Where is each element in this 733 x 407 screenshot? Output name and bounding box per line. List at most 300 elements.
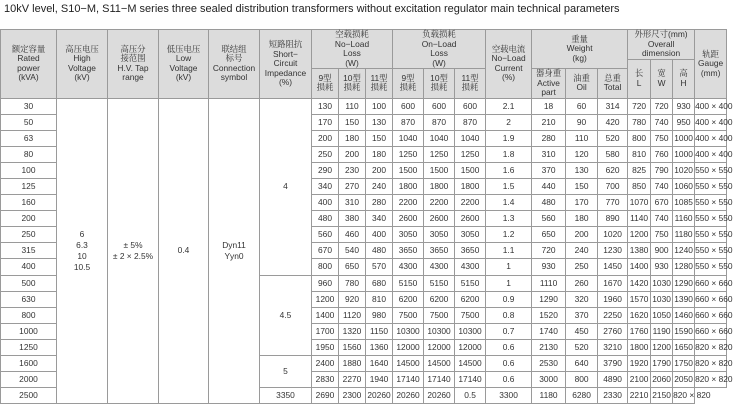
cell-no-load-type11: 240 — [366, 178, 393, 194]
cell-no-load-type11: 200 — [366, 162, 393, 178]
cell-dim-width: 900 — [651, 243, 673, 259]
cell-no-load-type11: 1360 — [366, 339, 393, 355]
cell-no-load-current: 1.1 — [486, 243, 532, 259]
cell-on-load-type9: 3650 — [393, 243, 424, 259]
cell-weight-total: 1230 — [598, 243, 628, 259]
cell-weight-active: 18 — [532, 98, 566, 114]
header-line: Connection — [212, 62, 256, 73]
header-dim-height — [673, 59, 695, 98]
cell-weight-active: 2530 — [532, 356, 566, 372]
cell-weight-oil: 640 — [566, 356, 598, 372]
header-line: On−Load — [421, 38, 457, 49]
cell-weight-total: 620 — [598, 162, 628, 178]
cell-no-load-type9: 800 — [312, 259, 339, 275]
header-line: 短路阻抗 — [268, 39, 303, 49]
header-dim-width — [651, 59, 673, 98]
cell-no-load-type11: 1150 — [366, 323, 393, 339]
cell-weight-oil: 150 — [566, 178, 598, 194]
cell-on-load-type11: 10300 — [455, 323, 486, 339]
cell-gauge: 550 × 550 — [695, 195, 727, 211]
cell-no-load-type11: 2300 — [339, 388, 366, 404]
cell-dim-length: 850 — [628, 178, 651, 194]
cell-on-load-type11: 1040 — [455, 130, 486, 146]
table-caption: 10kV level, S10−M, S11−M series three sealed distribution transformers without excitation regulator main technical parameters — [4, 3, 620, 15]
cell-rated-capacity: 160 — [1, 195, 57, 211]
cell-dim-height: 950 — [673, 114, 695, 130]
header-line: 高压电压 — [65, 43, 99, 54]
cell-on-load-type9: 870 — [393, 114, 424, 130]
cell-no-load-type9: 670 — [312, 243, 339, 259]
cell-weight-oil: 180 — [566, 211, 598, 227]
table-row — [1, 98, 727, 114]
header-line: Gauge — [698, 58, 724, 68]
header-no-load-type10 — [339, 69, 366, 99]
header-no-load-type9 — [312, 69, 339, 99]
cell-no-load-type9: 480 — [312, 211, 339, 227]
cell-gauge: 550 × 550 — [695, 178, 727, 194]
cell-hv-tap-range — [108, 98, 159, 404]
cell-on-load-type9: 2600 — [393, 211, 424, 227]
cell-no-load-type11: 340 — [366, 211, 393, 227]
cell-gauge: 820 × 820 — [673, 388, 695, 404]
cell-no-load-current: 2 — [486, 114, 532, 130]
cell-no-load-type10: 780 — [339, 275, 366, 291]
cell-dim-width: 790 — [651, 162, 673, 178]
cell-no-load-current: 1.6 — [486, 162, 532, 178]
cell-on-load-type9: 1800 — [393, 178, 424, 194]
header-line: 油重 — [573, 72, 590, 83]
cell-no-load-current: 1.5 — [486, 178, 532, 194]
cell-on-load-type11: 1800 — [455, 178, 486, 194]
cell-weight-oil: 240 — [566, 243, 598, 259]
header-low-voltage — [159, 30, 209, 99]
cell-dim-length: 1400 — [628, 259, 651, 275]
cell-weight-total: 770 — [598, 195, 628, 211]
cell-rated-capacity: 30 — [1, 98, 57, 114]
cell-weight-active: 560 — [532, 211, 566, 227]
cell-on-load-type11: 600 — [455, 98, 486, 114]
cell-rated-capacity: 50 — [1, 114, 57, 130]
cell-dim-length: 1070 — [628, 195, 651, 211]
cell-gauge: 660 × 660 — [695, 291, 727, 307]
cell-dim-height: 1060 — [673, 178, 695, 194]
cell-gauge: 400 × 400 — [695, 130, 727, 146]
cell-dim-height: 1180 — [673, 227, 695, 243]
cell-on-load-type10: 3650 — [424, 243, 455, 259]
cell-no-load-type10: 230 — [339, 162, 366, 178]
cell-on-load-type9: 12000 — [393, 339, 424, 355]
cell-dim-length: 800 — [628, 130, 651, 146]
cell-dim-length: 1200 — [628, 227, 651, 243]
cell-on-load-type10: 600 — [424, 98, 455, 114]
cell-on-load-type11: 4300 — [455, 259, 486, 275]
header-line: Circuit — [273, 58, 298, 68]
cell-on-load-type9: 1040 — [393, 130, 424, 146]
cell-no-load-type9: 1400 — [312, 307, 339, 323]
cell-on-load-type10: 2600 — [424, 211, 455, 227]
cell-dim-length: 2330 — [598, 388, 628, 404]
cell-on-load-type10: 1040 — [424, 130, 455, 146]
cell-rated-capacity: 315 — [1, 243, 57, 259]
cell-dim-width: 1030 — [651, 291, 673, 307]
cell-weight-total: 420 — [598, 114, 628, 130]
cell-weight-total: 1960 — [598, 291, 628, 307]
header-line: 9型 — [401, 72, 415, 83]
cell-on-load-type10: 20260 — [393, 388, 424, 404]
cell-weight-total: 1020 — [598, 227, 628, 243]
cell-hv-tap-range-line: ± 5% — [123, 239, 143, 250]
header-line: (%) — [502, 72, 516, 83]
cell-rated-capacity: 1250 — [1, 339, 57, 355]
cell-no-load-type9: 400 — [312, 195, 339, 211]
header-line: power — [17, 62, 40, 73]
cell-no-load-type11: 570 — [366, 259, 393, 275]
cell-no-load-current: 0.6 — [486, 339, 532, 355]
cell-no-load-type11: 150 — [366, 130, 393, 146]
header-line: Active — [537, 77, 560, 88]
cell-dim-height: 1000 — [673, 130, 695, 146]
header-line: Rated — [17, 53, 40, 64]
cell-on-load-type9: 1500 — [393, 162, 424, 178]
cell-dim-width: 1050 — [651, 307, 673, 323]
cell-no-load-type10: 310 — [339, 195, 366, 211]
header-line: 损耗 — [461, 82, 479, 93]
cell-weight-total: 520 — [598, 130, 628, 146]
header-weight — [532, 30, 628, 69]
header-no-load-loss — [312, 30, 393, 69]
cell-high-voltage-line: 6 — [79, 228, 85, 239]
cell-no-load-type11: 810 — [366, 291, 393, 307]
cell-dim-height: 1000 — [673, 146, 695, 162]
cell-on-load-type11: 14500 — [455, 356, 486, 372]
header-line: High — [73, 53, 91, 64]
header-line: Overall dimension — [641, 38, 681, 58]
cell-on-load-type10: 870 — [424, 114, 455, 130]
cell-no-load-type11: 680 — [366, 275, 393, 291]
cell-no-load-type10: 2270 — [339, 372, 366, 388]
header-line: 宽 — [657, 68, 666, 78]
cell-no-load-current: 2.1 — [486, 98, 532, 114]
cell-no-load-type11: 280 — [366, 195, 393, 211]
cell-weight-active: 280 — [532, 130, 566, 146]
cell-weight-active: 1290 — [532, 291, 566, 307]
cell-no-load-type11: 130 — [366, 114, 393, 130]
cell-dim-height: 930 — [673, 98, 695, 114]
cell-dim-length: 1570 — [628, 291, 651, 307]
cell-dim-height: 1020 — [673, 162, 695, 178]
header-hv-tap-range — [108, 30, 159, 99]
header-line: 损耗 — [316, 82, 334, 93]
cell-weight-active: 720 — [532, 243, 566, 259]
cell-dim-length: 2100 — [628, 372, 651, 388]
cell-no-load-current: 1 — [486, 275, 532, 291]
header-line: Loss — [343, 48, 361, 58]
cell-weight-total: 3790 — [598, 356, 628, 372]
header-line: Voltage — [169, 62, 198, 73]
cell-dim-width: 1030 — [651, 275, 673, 291]
cell-gauge: 660 × 660 — [695, 323, 727, 339]
header-line: 10型 — [430, 72, 448, 83]
cell-on-load-type10: 2200 — [424, 195, 455, 211]
header-weight-active — [532, 69, 566, 99]
cell-weight-oil: 170 — [566, 195, 598, 211]
cell-gauge: 400 × 400 — [695, 98, 727, 114]
cell-no-load-type9: 170 — [312, 114, 339, 130]
cell-dim-length: 1380 — [628, 243, 651, 259]
cell-rated-capacity: 1000 — [1, 323, 57, 339]
cell-no-load-type11: 1640 — [366, 356, 393, 372]
header-gauge — [695, 30, 727, 99]
header-line: No−Load — [491, 53, 526, 64]
cell-on-load-type9: 3050 — [393, 227, 424, 243]
cell-weight-total: 3210 — [598, 339, 628, 355]
cell-dim-width: 670 — [651, 195, 673, 211]
cell-weight-active: 1110 — [532, 275, 566, 291]
cell-on-load-type10: 7500 — [424, 307, 455, 323]
cell-weight-oil: 260 — [566, 275, 598, 291]
cell-gauge: 550 × 550 — [695, 259, 727, 275]
cell-on-load-type11: 6200 — [455, 291, 486, 307]
header-line: (mm) — [700, 67, 721, 78]
header-line: 11型 — [461, 72, 479, 83]
cell-no-load-type10: 920 — [339, 291, 366, 307]
cell-on-load-type9: 4300 — [393, 259, 424, 275]
cell-no-load-current: 0.8 — [486, 307, 532, 323]
cell-on-load-type11: 870 — [455, 114, 486, 130]
cell-no-load-type9: 1200 — [312, 291, 339, 307]
cell-gauge: 400 × 400 — [695, 114, 727, 130]
table-header — [1, 30, 727, 99]
cell-dim-width: 2060 — [651, 372, 673, 388]
cell-rated-capacity: 2000 — [1, 372, 57, 388]
cell-no-load-type11: 480 — [366, 243, 393, 259]
header-line: 低压电压 — [166, 43, 201, 54]
cell-dim-width: 720 — [651, 98, 673, 114]
cell-on-load-type10: 17140 — [424, 372, 455, 388]
cell-no-load-current: 1.3 — [486, 211, 532, 227]
header-no-load-type11 — [366, 69, 393, 99]
header-line: 器身重 — [536, 68, 562, 78]
cell-dim-height: 1460 — [673, 307, 695, 323]
cell-weight-oil: 120 — [566, 146, 598, 162]
cell-on-load-type9: 5150 — [393, 275, 424, 291]
cell-weight-oil: 90 — [566, 114, 598, 130]
cell-rated-capacity: 800 — [1, 307, 57, 323]
cell-dim-width: 2210 — [628, 388, 651, 404]
cell-on-load-type11: 20260 — [424, 388, 455, 404]
header-line: Impedance — [264, 67, 307, 78]
header-line: (kg) — [572, 52, 587, 63]
cell-dim-height: 1085 — [673, 195, 695, 211]
cell-low-voltage: 0.4 — [159, 98, 209, 404]
header-line: W — [657, 77, 666, 88]
cell-rated-capacity: 125 — [1, 178, 57, 194]
header-line: Voltage — [68, 62, 96, 73]
header-line: (%) — [278, 77, 293, 87]
cell-dim-length: 1420 — [628, 275, 651, 291]
header-line: (kV) — [175, 72, 192, 83]
header-weight-oil — [566, 69, 598, 99]
cell-weight-oil: 800 — [566, 372, 598, 388]
cell-dim-height: 1290 — [673, 275, 695, 291]
header-line: 轨距 — [702, 48, 719, 59]
cell-on-load-type11: 2600 — [455, 211, 486, 227]
header-line: range — [122, 72, 144, 83]
header-connection-symbol — [209, 30, 260, 99]
table-body — [1, 98, 733, 404]
cell-weight-total: 890 — [598, 211, 628, 227]
cell-dim-length: 1140 — [628, 211, 651, 227]
cell-no-load-type10: 2690 — [312, 388, 339, 404]
header-line: Low — [175, 53, 192, 64]
header-line: Loss — [430, 48, 448, 58]
cell-rated-capacity: 80 — [1, 146, 57, 162]
cell-on-load-type9: 6200 — [393, 291, 424, 307]
cell-impedance: 5 — [260, 356, 312, 388]
cell-dim-length: 780 — [628, 114, 651, 130]
header-line: Current — [494, 62, 523, 73]
header-line: Oil — [576, 82, 587, 93]
cell-no-load-type10: 180 — [339, 130, 366, 146]
header-line: 外形尺寸(mm) — [634, 29, 688, 39]
cell-no-load-type10: 1320 — [339, 323, 366, 339]
cell-dim-length: 1620 — [628, 307, 651, 323]
cell-rated-capacity: 100 — [1, 162, 57, 178]
cell-on-load-type9: 20260 — [366, 388, 393, 404]
header-line: 重量 — [571, 33, 588, 44]
cell-dim-height: 1280 — [673, 259, 695, 275]
cell-weight-oil: 60 — [566, 98, 598, 114]
header-rated-capacity — [1, 30, 57, 99]
cell-connection-symbol — [209, 98, 260, 404]
cell-weight-active: 310 — [532, 146, 566, 162]
cell-no-load-type9: 1700 — [312, 323, 339, 339]
cell-no-load-type10: 540 — [339, 243, 366, 259]
cell-high-voltage-line: 6.3 — [76, 239, 88, 250]
cell-weight-active: 440 — [532, 178, 566, 194]
cell-weight-active: 1520 — [532, 307, 566, 323]
header-line: 空载损耗 — [335, 29, 369, 39]
cell-dim-width: 750 — [651, 130, 673, 146]
cell-weight-total: 580 — [598, 146, 628, 162]
header-line: (W) — [432, 57, 446, 68]
cell-dim-length: 810 — [628, 146, 651, 162]
cell-no-load-type9: 250 — [312, 146, 339, 162]
header-line: (kV) — [74, 72, 90, 83]
cell-dim-height: 2050 — [673, 372, 695, 388]
cell-weight-total: 2760 — [598, 323, 628, 339]
cell-weight-active: 370 — [532, 162, 566, 178]
cell-high-voltage-line: 10.5 — [73, 261, 91, 272]
cell-weight-active: 3300 — [486, 388, 532, 404]
header-line: No−Load — [334, 38, 370, 49]
cell-on-load-type10: 5150 — [424, 275, 455, 291]
cell-dim-length: 720 — [628, 98, 651, 114]
cell-dim-height: 1390 — [673, 291, 695, 307]
cell-on-load-type10: 12000 — [424, 339, 455, 355]
cell-on-load-type10: 10300 — [424, 323, 455, 339]
cell-dim-height: 2150 — [651, 388, 673, 404]
cell-dim-length: 1760 — [628, 323, 651, 339]
cell-no-load-type11: 180 — [366, 146, 393, 162]
header-overall-dimension — [628, 30, 695, 60]
cell-no-load-type10: 150 — [339, 114, 366, 130]
header-line: 长 — [634, 68, 644, 78]
cell-weight-active: 650 — [532, 227, 566, 243]
cell-on-load-type9: 10300 — [393, 323, 424, 339]
cell-on-load-type11: 3650 — [455, 243, 486, 259]
cell-weight-active: 3000 — [532, 372, 566, 388]
cell-no-load-current: 0.5 — [455, 388, 486, 404]
header-line: (kVA) — [18, 72, 39, 83]
cell-on-load-type10: 3050 — [424, 227, 455, 243]
cell-no-load-type9: 560 — [312, 227, 339, 243]
header-line: symbol — [220, 72, 248, 83]
cell-no-load-type10: 460 — [339, 227, 366, 243]
cell-no-load-type9: 340 — [312, 178, 339, 194]
cell-no-load-current: 1 — [486, 259, 532, 275]
cell-no-load-type10: 1120 — [339, 307, 366, 323]
cell-gauge: 400 × 400 — [695, 146, 727, 162]
cell-weight-total: 4890 — [598, 372, 628, 388]
cell-dim-height: 1160 — [673, 211, 695, 227]
header-line: 负载损耗 — [422, 29, 456, 39]
cell-no-load-current: 1.8 — [486, 146, 532, 162]
header-line: 总重 — [604, 72, 621, 83]
cell-weight-active: 210 — [532, 114, 566, 130]
cell-no-load-type9: 130 — [312, 98, 339, 114]
cell-on-load-type9: 14500 — [393, 356, 424, 372]
cell-dim-width: 1200 — [651, 339, 673, 355]
header-line: 额定容量 — [11, 43, 46, 54]
cell-rated-capacity: 1600 — [1, 356, 57, 372]
cell-on-load-type11: 7500 — [455, 307, 486, 323]
header-line: 10型 — [343, 72, 361, 83]
header-line: 损耗 — [399, 82, 417, 93]
cell-dim-length: 825 — [628, 162, 651, 178]
cell-hv-tap-range-line: ± 2 × 2.5% — [112, 250, 154, 261]
technical-parameters-table — [0, 29, 733, 404]
header-line: 损耗 — [370, 82, 388, 93]
header-line: 标号 — [225, 53, 243, 64]
cell-dim-width: 740 — [651, 114, 673, 130]
cell-on-load-type11: 5150 — [455, 275, 486, 291]
cell-high-voltage-line: 10 — [77, 250, 87, 261]
cell-weight-active: 2130 — [532, 339, 566, 355]
cell-dim-height: 1240 — [673, 243, 695, 259]
cell-gauge: 550 × 550 — [695, 162, 727, 178]
cell-dim-width: 1190 — [651, 323, 673, 339]
header-line: 11型 — [370, 72, 388, 83]
cell-dim-width: 740 — [651, 211, 673, 227]
cell-no-load-type10: 380 — [339, 211, 366, 227]
cell-impedance: 4 — [260, 98, 312, 275]
cell-weight-total: 6280 — [566, 388, 598, 404]
cell-on-load-type11: 17140 — [455, 372, 486, 388]
cell-rated-capacity: 2500 — [1, 388, 57, 404]
cell-on-load-type10: 1250 — [424, 146, 455, 162]
cell-on-load-type11: 2200 — [455, 195, 486, 211]
cell-no-load-type11: 400 — [366, 227, 393, 243]
cell-weight-active: 480 — [532, 195, 566, 211]
cell-weight-oil: 130 — [566, 162, 598, 178]
cell-rated-capacity: 400 — [1, 259, 57, 275]
header-line: 9型 — [318, 72, 332, 83]
cell-no-load-type9: 3350 — [260, 388, 312, 404]
header-line: 接范围 — [120, 53, 146, 64]
cell-no-load-type11: 100 — [366, 98, 393, 114]
cell-no-load-type10: 110 — [339, 98, 366, 114]
